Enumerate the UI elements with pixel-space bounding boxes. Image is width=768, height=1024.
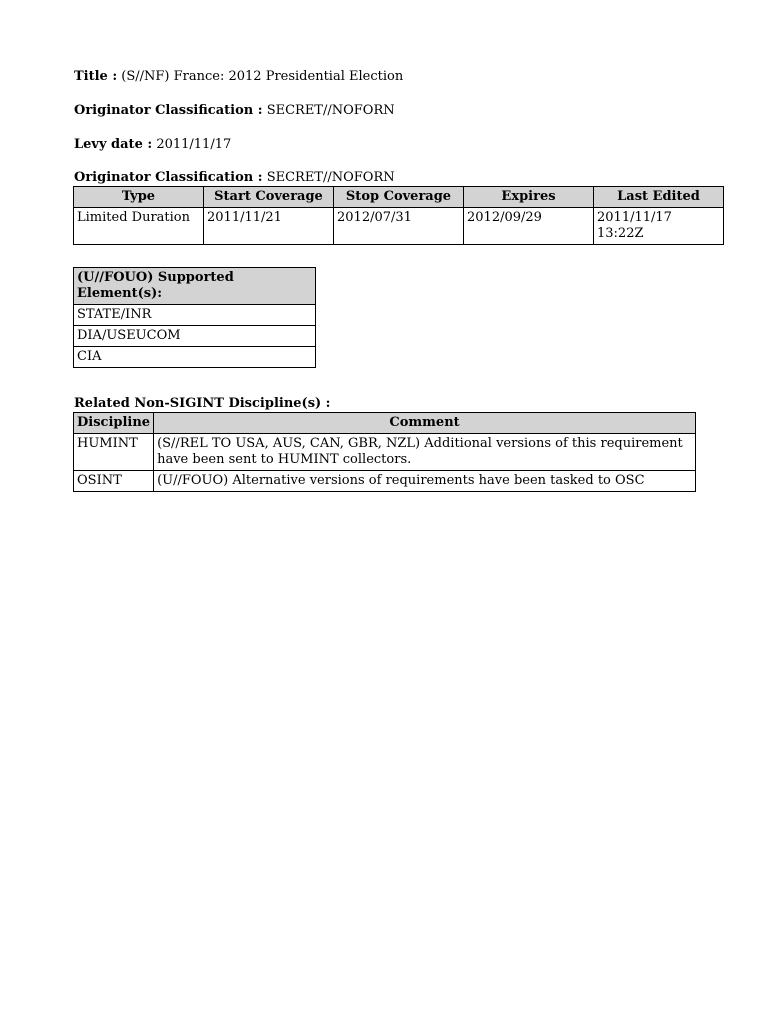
title-field bbox=[74, 69, 403, 85]
supported-element-item: CIA bbox=[74, 347, 316, 368]
supported-element-item: DIA/USEUCOM bbox=[74, 326, 316, 347]
table-row bbox=[74, 347, 316, 368]
coverage-cell-stop: 2012/07/31 bbox=[334, 208, 464, 245]
disciplines-header-row bbox=[74, 413, 696, 434]
levy-date-value: 2011/11/17 bbox=[156, 137, 232, 152]
coverage-header-type: Type bbox=[74, 187, 204, 208]
disciplines-table bbox=[73, 412, 696, 492]
originator-classification-field bbox=[74, 103, 395, 119]
coverage-table bbox=[73, 186, 724, 245]
disciplines-caption bbox=[74, 396, 330, 412]
levy-date-label: Levy date : bbox=[74, 137, 153, 152]
discipline-cell: HUMINT bbox=[74, 434, 154, 471]
coverage-header-expires: Expires bbox=[464, 187, 594, 208]
coverage-header-last-edited: Last Edited bbox=[594, 187, 724, 208]
coverage-caption-label: Originator Classification : bbox=[74, 170, 263, 185]
title-value: (S//NF) France: 2012 Presidential Election bbox=[121, 69, 404, 84]
table-row bbox=[74, 326, 316, 347]
coverage-cell-start: 2011/11/21 bbox=[204, 208, 334, 245]
supported-elements-header-row bbox=[74, 268, 316, 305]
disciplines-header-comment: Comment bbox=[154, 413, 696, 434]
table-row bbox=[74, 305, 316, 326]
coverage-data-row bbox=[74, 208, 724, 245]
disciplines-caption-label: Related Non-SIGINT Discipline(s) : bbox=[74, 396, 331, 411]
supported-element-item: STATE/INR bbox=[74, 305, 316, 326]
supported-elements-table bbox=[73, 267, 316, 368]
coverage-caption-value: SECRET//NOFORN bbox=[266, 170, 395, 185]
coverage-header-row bbox=[74, 187, 724, 208]
coverage-caption bbox=[74, 170, 395, 186]
coverage-cell-last-edited: 2011/11/17 13:22Z bbox=[594, 208, 724, 245]
originator-classification-label: Originator Classification : bbox=[74, 103, 263, 118]
levy-date-field bbox=[74, 137, 231, 153]
table-row bbox=[74, 434, 696, 471]
table-row bbox=[74, 471, 696, 492]
comment-cell: (U//FOUO) Alternative versions of requirements have been tasked to OSC bbox=[154, 471, 696, 492]
originator-classification-value: SECRET//NOFORN bbox=[266, 103, 395, 118]
supported-elements-header: (U//FOUO) Supported Element(s): bbox=[74, 268, 316, 305]
coverage-header-stop: Stop Coverage bbox=[334, 187, 464, 208]
coverage-cell-type: Limited Duration bbox=[74, 208, 204, 245]
coverage-cell-expires: 2012/09/29 bbox=[464, 208, 594, 245]
coverage-header-start: Start Coverage bbox=[204, 187, 334, 208]
disciplines-header-discipline: Discipline bbox=[74, 413, 154, 434]
comment-cell: (S//REL TO USA, AUS, CAN, GBR, NZL) Additional versions of this requirement have been sent to HUMINT collectors. bbox=[154, 434, 696, 471]
title-label: Title : bbox=[74, 69, 118, 84]
discipline-cell: OSINT bbox=[74, 471, 154, 492]
